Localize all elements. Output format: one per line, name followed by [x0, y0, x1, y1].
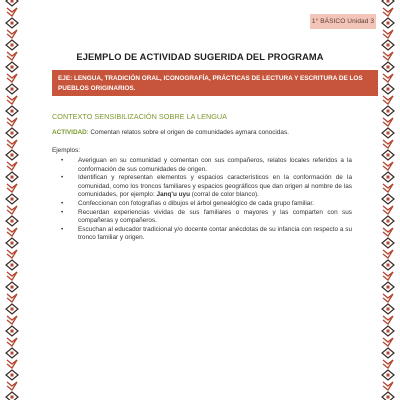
border-zigzag: [7, 338, 17, 346]
border-zigzag: [383, 228, 393, 236]
border-dot: [11, 352, 14, 355]
border-zigzag: [383, 206, 393, 214]
list-item-text: Identifican y representan elementos y espacios característicos en la conformación de la comunidad, como los troncos familiares y espacios geográficos que dan origen al nombre de las comunidades, por ejemplo:: [78, 174, 352, 199]
border-dot: [11, 66, 14, 69]
border-zigzag: [7, 206, 17, 214]
border-dot: [11, 88, 14, 91]
activity-label: ACTIVIDAD: [52, 129, 87, 136]
bullet-icon: •: [61, 174, 64, 182]
border-dot: [11, 286, 14, 289]
border-dot: [387, 44, 390, 47]
border-zigzag: [7, 294, 17, 302]
border-dot: [387, 308, 390, 311]
border-zigzag: [383, 250, 393, 258]
border-zigzag: [383, 8, 393, 16]
border-zigzag: [383, 140, 393, 148]
border-dot: [11, 0, 14, 3]
border-zigzag: [7, 8, 17, 16]
bullet-icon: •: [61, 199, 64, 207]
border-dot: [387, 198, 390, 201]
border-dot: [387, 220, 390, 223]
border-dot: [11, 198, 14, 201]
border-zigzag: [383, 74, 393, 82]
border-dot: [387, 132, 390, 135]
border-zigzag: [383, 316, 393, 324]
border-zigzag: [383, 184, 393, 192]
border-dot: [387, 176, 390, 179]
border-pattern-right: [381, 0, 395, 400]
border-dot: [387, 352, 390, 355]
border-dot: [387, 396, 390, 399]
border-dot: [387, 374, 390, 377]
border-zigzag: [7, 140, 17, 148]
border-dot: [387, 330, 390, 333]
border-dot: [11, 220, 14, 223]
decorative-border-left: [5, 0, 19, 400]
bullet-icon: •: [61, 208, 64, 216]
border-zigzag: [7, 162, 17, 170]
border-dot: [387, 242, 390, 245]
border-dot: [11, 264, 14, 267]
border-zigzag: [383, 294, 393, 302]
border-dot: [11, 374, 14, 377]
border-zigzag: [7, 118, 17, 126]
border-dot: [387, 22, 390, 25]
border-zigzag: [7, 96, 17, 104]
border-zigzag: [7, 30, 17, 38]
border-dot: [11, 110, 14, 113]
border-dot: [387, 66, 390, 69]
border-dot: [387, 110, 390, 113]
list-item: [52, 226, 352, 243]
border-zigzag: [383, 52, 393, 60]
border-zigzag: [383, 382, 393, 390]
list-item-text: Averiguan en su comunidad y comentan con sus compañeros, relatos locales referidos a la conformación de sus comunidades de origen.: [78, 157, 352, 173]
border-zigzag: [383, 272, 393, 280]
border-dot: [387, 286, 390, 289]
border-zigzag: [383, 338, 393, 346]
border-zigzag: [383, 360, 393, 368]
list-item-term: Janq'u uyu: [156, 191, 190, 199]
border-zigzag: [383, 118, 393, 126]
border-dot: [387, 154, 390, 157]
border-zigzag: [383, 30, 393, 38]
border-zigzag: [7, 228, 17, 236]
eje-banner: EJE: LENGUA, TRADICIÓN ORAL, ICONOGRAFÍA, PRÁCTICAS DE LECTURA Y ESCRITURA DE LOS PUEBLOS ORIGINARIOS.: [52, 70, 378, 96]
border-pattern-left: [5, 0, 19, 400]
border-dot: [11, 154, 14, 157]
list-item: [52, 157, 352, 174]
decorative-border-right: [381, 0, 395, 400]
border-zigzag: [7, 360, 17, 368]
border-zigzag: [383, 162, 393, 170]
list-item-text: Escuchan al educador tradicional y/o docente contar anécdotas de su infancia con respecto a su tronco familiar y origen.: [78, 225, 352, 242]
activity-line: [52, 129, 372, 136]
border-zigzag: [7, 184, 17, 192]
list-item: [52, 209, 352, 226]
border-dot: [11, 176, 14, 179]
border-dot: [11, 308, 14, 311]
border-dot: [11, 44, 14, 47]
border-dot: [11, 132, 14, 135]
border-dot: [387, 0, 390, 3]
examples-label: Ejemplos:: [52, 147, 81, 154]
list-item: [52, 174, 352, 200]
examples-list: [52, 157, 352, 243]
activity-text: : Comentan relatos sobre el origen de comunidades aymara conocidas.: [86, 129, 289, 136]
list-item-text: Recuerdan experiencias vividas de sus familiares o mayores y las comparten con sus compañeras y compañeros.: [78, 208, 352, 225]
list-item-text-after: (corral de color blanco).: [190, 191, 259, 199]
border-dot: [11, 396, 14, 399]
border-dot: [11, 242, 14, 245]
list-item-text: Confeccionan con fotografías o dibujos el árbol genealógico de cada grupo familiar.: [78, 199, 314, 207]
border-zigzag: [7, 74, 17, 82]
border-zigzag: [7, 250, 17, 258]
border-zigzag: [7, 382, 17, 390]
border-zigzag: [7, 316, 17, 324]
border-zigzag: [383, 96, 393, 104]
bullet-icon: •: [61, 157, 64, 164]
section-heading: CONTEXTO SENSIBILIZACIÓN SOBRE LA LENGUA: [52, 112, 228, 121]
bullet-icon: •: [61, 225, 64, 233]
border-dot: [11, 22, 14, 25]
grade-unit-badge: 1° BÁSICO Unidad 3: [310, 14, 376, 29]
border-dot: [11, 330, 14, 333]
list-item: [52, 200, 352, 209]
border-dot: [387, 264, 390, 267]
page-title: EJEMPLO DE ACTIVIDAD SUGERIDA DEL PROGRAMA: [76, 52, 324, 62]
border-zigzag: [7, 272, 17, 280]
border-zigzag: [7, 52, 17, 60]
border-dot: [387, 88, 390, 91]
